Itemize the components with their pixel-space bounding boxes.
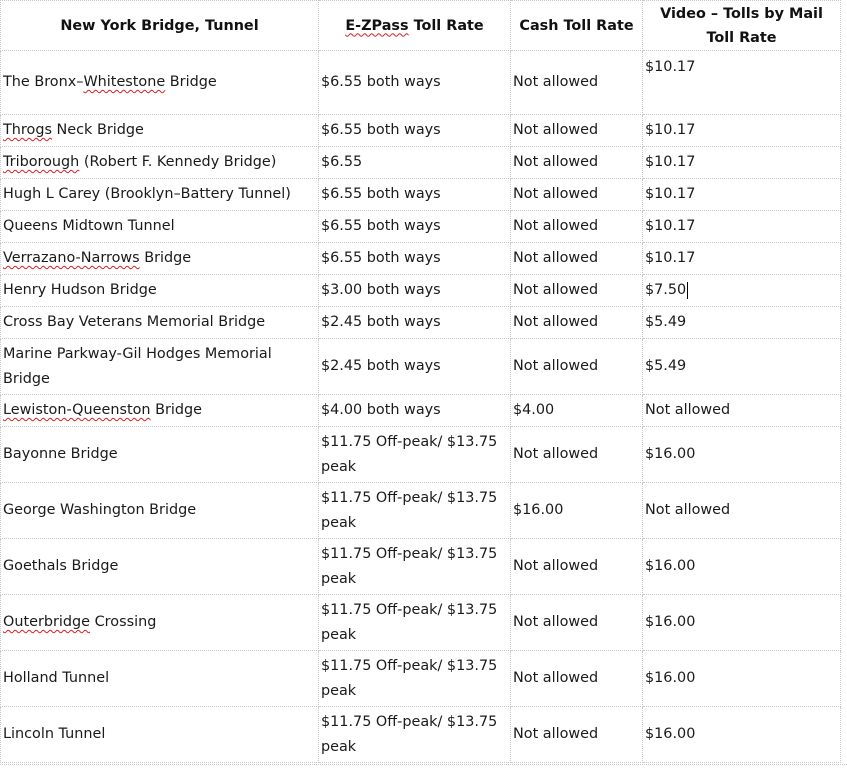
cell-video-rate[interactable]: $10.17 (643, 179, 841, 211)
cell-cash-rate[interactable]: Not allowed (511, 51, 643, 115)
cell-cash-rate[interactable]: Not allowed (511, 115, 643, 147)
cell-cash-rate[interactable]: Not allowed (511, 211, 643, 243)
cell-cash-rate[interactable]: Not allowed (511, 243, 643, 275)
cell-ezpass-rate[interactable]: $11.75 Off-peak/ $13.75 peak (319, 483, 511, 539)
cell-video-rate[interactable]: $16.00 (643, 539, 841, 595)
cell-video-rate[interactable]: $5.49 (643, 307, 841, 339)
cell-bridge-name[interactable]: Triborough (Robert F. Kennedy Bridge) (1, 147, 319, 179)
cell-ezpass-rate[interactable]: $2.45 both ways (319, 307, 511, 339)
table-row (1, 483, 841, 539)
misspelled-word[interactable]: Lewiston-Queenston (3, 402, 151, 418)
cell-video-rate[interactable]: $10.17 (643, 211, 841, 243)
header-bridge[interactable]: New York Bridge, Tunnel (1, 1, 319, 51)
cell-bridge-name[interactable]: Goethals Bridge (1, 539, 319, 595)
header-cash[interactable]: Cash Toll Rate (511, 1, 643, 51)
cell-ezpass-rate[interactable]: $3.00 both ways (319, 275, 511, 307)
cell-cash-rate[interactable]: Not allowed (511, 275, 643, 307)
table-row (1, 115, 841, 147)
cell-bridge-name[interactable]: Marine Parkway-Gil Hodges Memorial Bridge (1, 339, 319, 395)
table-row (1, 395, 841, 427)
misspelled-word[interactable]: E-ZPass (345, 17, 409, 34)
cell-ezpass-rate[interactable]: $2.45 both ways (319, 339, 511, 395)
cell-bridge-name[interactable]: Bayonne Bridge (1, 427, 319, 483)
cell-bridge-name[interactable]: Hugh L Carey (Brooklyn–Battery Tunnel) (1, 179, 319, 211)
cell-cash-rate[interactable]: Not allowed (511, 427, 643, 483)
cell-ezpass-rate[interactable]: $6.55 both ways (319, 51, 511, 115)
cell-ezpass-rate[interactable]: $11.75 Off-peak/ $13.75 peak (319, 427, 511, 483)
table-row (1, 595, 841, 651)
table-row (1, 427, 841, 483)
cell-ezpass-rate[interactable]: $11.75 Off-peak/ $13.75 peak (319, 595, 511, 651)
misspelled-word[interactable]: Throgs (3, 122, 52, 138)
cell-cash-rate[interactable]: Not allowed (511, 707, 643, 763)
cell-ezpass-rate[interactable]: $11.75 Off-peak/ $13.75 peak (319, 707, 511, 763)
table-row (1, 275, 841, 307)
cell-video-rate[interactable]: $10.17 (643, 115, 841, 147)
table-row (1, 211, 841, 243)
cell-cash-rate[interactable]: Not allowed (511, 339, 643, 395)
cell-cash-rate[interactable]: Not allowed (511, 595, 643, 651)
misspelled-word[interactable]: Whitestone (83, 74, 166, 90)
header-video[interactable]: Video – Tolls by Mail Toll Rate (643, 1, 841, 51)
cell-cash-rate[interactable]: $16.00 (511, 483, 643, 539)
cell-cash-rate[interactable]: $4.00 (511, 395, 643, 427)
cell-cash-rate[interactable]: Not allowed (511, 539, 643, 595)
cell-bridge-name[interactable]: Queens Midtown Tunnel (1, 211, 319, 243)
misspelled-word[interactable]: Outerbridge (3, 614, 91, 630)
table-bottom-gridline (0, 764, 847, 765)
header-row (1, 1, 841, 51)
cell-bridge-name[interactable]: Holland Tunnel (1, 651, 319, 707)
cell-video-rate[interactable]: $16.00 (643, 595, 841, 651)
table-row (1, 147, 841, 179)
table-row (1, 51, 841, 115)
cell-ezpass-rate[interactable]: $6.55 both ways (319, 243, 511, 275)
cell-video-rate[interactable]: $5.49 (643, 339, 841, 395)
cell-bridge-name[interactable]: Lincoln Tunnel (1, 707, 319, 763)
table-row (1, 651, 841, 707)
cell-cash-rate[interactable]: Not allowed (511, 179, 643, 211)
table-row (1, 707, 841, 763)
cell-bridge-name[interactable]: Throgs Neck Bridge (1, 115, 319, 147)
table-row (1, 179, 841, 211)
cell-ezpass-rate[interactable]: $6.55 (319, 147, 511, 179)
cell-ezpass-rate[interactable]: $6.55 both ways (319, 179, 511, 211)
table-row (1, 339, 841, 395)
header-ezpass[interactable]: E-ZPass Toll Rate (319, 1, 511, 51)
cell-bridge-name[interactable]: The Bronx–Whitestone Bridge (1, 51, 319, 115)
cell-bridge-name[interactable]: Verrazano-Narrows Bridge (1, 243, 319, 275)
cell-video-rate[interactable]: $16.00 (643, 651, 841, 707)
cell-bridge-name[interactable]: George Washington Bridge (1, 483, 319, 539)
cell-bridge-name[interactable]: Henry Hudson Bridge (1, 275, 319, 307)
cell-video-rate[interactable]: $16.00 (643, 427, 841, 483)
cell-cash-rate[interactable]: Not allowed (511, 307, 643, 339)
cell-ezpass-rate[interactable]: $4.00 both ways (319, 395, 511, 427)
cell-video-rate[interactable]: $10.17 (643, 51, 841, 115)
table-row (1, 243, 841, 275)
cell-video-rate[interactable]: Not allowed (643, 395, 841, 427)
cell-bridge-name[interactable]: Lewiston-Queenston Bridge (1, 395, 319, 427)
cell-cash-rate[interactable]: Not allowed (511, 651, 643, 707)
cell-video-rate[interactable]: Not allowed (643, 483, 841, 539)
cell-bridge-name[interactable]: Cross Bay Veterans Memorial Bridge (1, 307, 319, 339)
cell-ezpass-rate[interactable]: $6.55 both ways (319, 115, 511, 147)
misspelled-word[interactable]: Triborough (3, 154, 80, 170)
table-row (1, 307, 841, 339)
cell-ezpass-rate[interactable]: $11.75 Off-peak/ $13.75 peak (319, 651, 511, 707)
cell-video-rate[interactable]: $10.17 (643, 243, 841, 275)
cell-ezpass-rate[interactable]: $6.55 both ways (319, 211, 511, 243)
cell-bridge-name[interactable]: Outerbridge Crossing (1, 595, 319, 651)
cell-video-rate[interactable]: $10.17 (643, 147, 841, 179)
misspelled-word[interactable]: Verrazano-Narrows (3, 250, 140, 266)
cell-video-rate[interactable]: $7.50 (643, 275, 841, 307)
table-row (1, 539, 841, 595)
cell-video-rate[interactable]: $16.00 (643, 707, 841, 763)
cell-ezpass-rate[interactable]: $11.75 Off-peak/ $13.75 peak (319, 539, 511, 595)
text-cursor (687, 282, 688, 299)
cell-cash-rate[interactable]: Not allowed (511, 147, 643, 179)
